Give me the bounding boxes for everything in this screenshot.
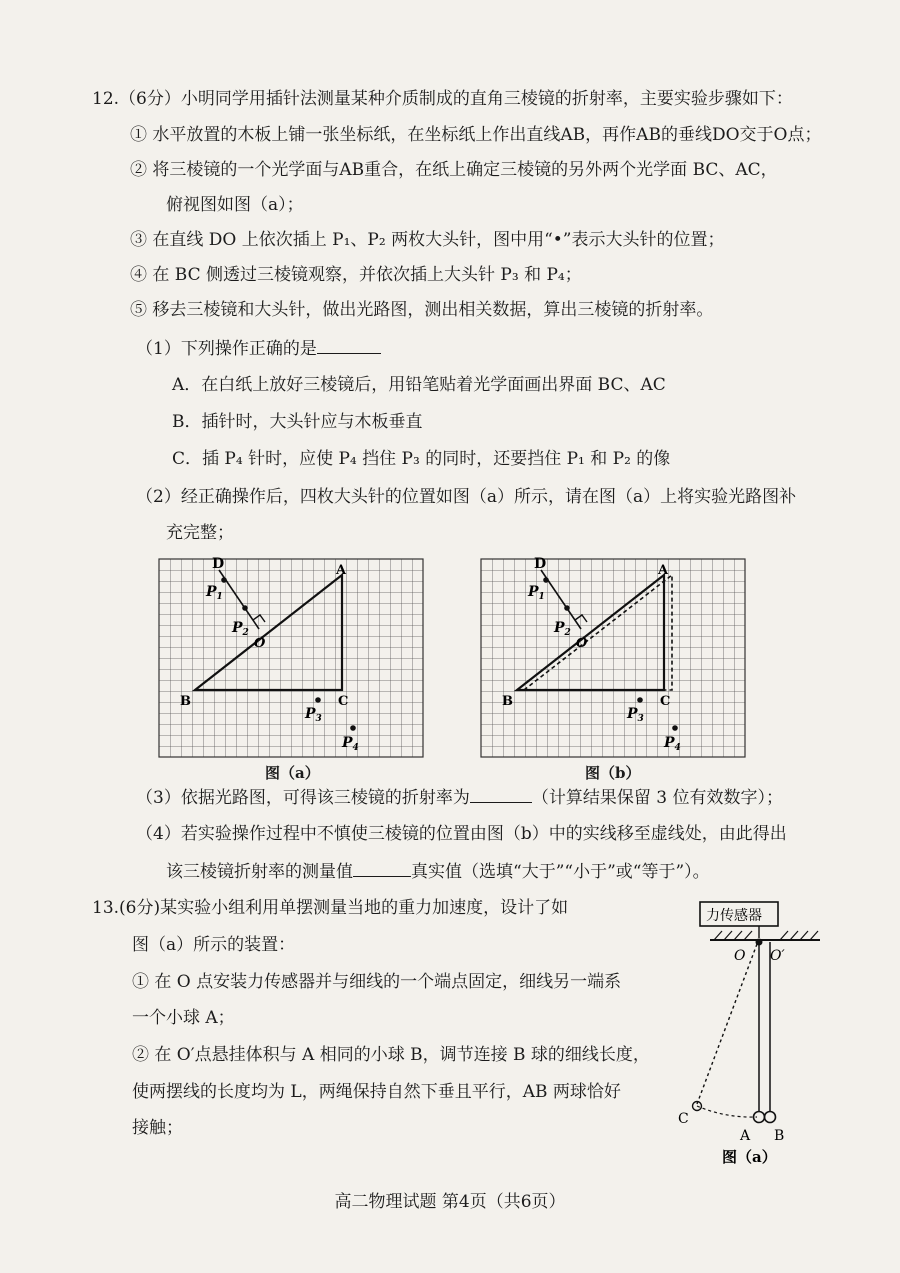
ceiling-hatch xyxy=(714,931,818,940)
q12-sub2: （2）经正确操作后，四枚大头针的位置如图（a）所示，请在图（a）上将实验光路图补 xyxy=(136,487,797,507)
label-a: A xyxy=(740,1128,751,1144)
ball-a xyxy=(754,1112,765,1123)
q13-step-2: ② 在 O′点悬挂体积与 A 相同的小球 B，调节连接 B 球的细线长度， xyxy=(132,1045,650,1065)
grid-paper-b xyxy=(481,559,745,757)
pin-p1-a xyxy=(221,577,227,583)
q12-sub3-text: （3）依据光路图，可得该三棱镜的折射率为 xyxy=(136,788,470,808)
q12-sub1 xyxy=(136,337,381,360)
figure-a xyxy=(150,550,430,765)
q13-step-1-cont: 一个小球 A； xyxy=(132,1008,235,1028)
q12-option-b: B．插针时，大头针应与木板垂直 xyxy=(172,412,423,432)
label-d-b: D xyxy=(534,556,547,572)
dashed-swing-line xyxy=(697,944,757,1104)
label-b-b: B xyxy=(502,694,513,709)
dashed-swing-arc xyxy=(697,1106,757,1117)
q12-sub4-text: 该三棱镜折射率的测量值 xyxy=(166,862,353,882)
label-o-b: O xyxy=(576,636,588,651)
label-d-a: D xyxy=(212,556,225,572)
q12-step-2: ② 将三棱镜的一个光学面与AB重合，在纸上确定三棱镜的另外两个光学面 BC、AC， xyxy=(130,160,778,180)
q13-step-2-cont2: 接触； xyxy=(132,1118,183,1138)
pin-p4-a xyxy=(350,725,356,731)
label-o: O xyxy=(734,948,746,964)
pin-p1-b xyxy=(543,577,549,583)
q12-sub4-note: 真实值（选填“大于”“小于”或“等于”）。 xyxy=(411,862,710,882)
figure-a-caption: 图（a） xyxy=(265,764,320,782)
label-c-a: C xyxy=(338,694,349,709)
q13-step-1: ① 在 O 点安装力传感器并与细线的一个端点固定，细线另一端系 xyxy=(132,972,622,992)
q12-step-5: ⑤ 移去三棱镜和大头针，做出光路图，测出相关数据，算出三棱镜的折射率。 xyxy=(130,300,714,320)
q13-heading: 13.(6分)某实验小组利用单摆测量当地的重力加速度，设计了如 xyxy=(92,898,569,918)
label-o-a: O xyxy=(254,636,266,651)
label-a-a: A xyxy=(336,563,347,578)
q12-step-1: ① 水平放置的木板上铺一张坐标纸，在坐标纸上作出直线AB，再作AB的垂线DO交于O点； xyxy=(130,125,822,145)
q13-heading-cont: 图（a）所示的装置： xyxy=(132,935,296,955)
label-a-b: A xyxy=(658,563,669,578)
label-c: C xyxy=(678,1111,689,1127)
label-p2-a: $P_2$ xyxy=(232,620,249,638)
q12-option-c: C．插 P₄ 针时，应使 P₄ 挡住 P₃ 的同时，还要挡住 P₁ 和 P₂ 的像 xyxy=(172,449,671,469)
q12-sub4-blank[interactable] xyxy=(353,860,411,877)
pendulum-caption: 图（a） xyxy=(722,1148,777,1166)
force-sensor-label: 力传感器 xyxy=(706,908,762,924)
label-p3-b: $P_3$ xyxy=(627,706,644,724)
q12-step-4: ④ 在 BC 侧透过三棱镜观察，并依次插上大头针 P₃ 和 P₄； xyxy=(130,265,582,285)
q12-sub1-blank[interactable] xyxy=(317,337,381,354)
q12-sub3-note: （计算结果保留 3 位有效数字）； xyxy=(531,788,783,808)
label-p4-b: $P_4$ xyxy=(664,735,681,753)
q12-sub1-text: （1）下列操作正确的是 xyxy=(136,339,317,359)
grid-paper-a xyxy=(159,559,423,757)
label-p1-b: $P_1$ xyxy=(528,584,545,602)
pendulum-figure xyxy=(660,896,830,1176)
q12-step-3: ③ 在直线 DO 上依次插上 P₁、P₂ 两枚大头针，图中用“•”表示大头针的位置； xyxy=(130,230,725,250)
label-p1-a: $P_1$ xyxy=(206,584,223,602)
label-p2-b: $P_2$ xyxy=(554,620,571,638)
pin-p2-b xyxy=(564,605,570,611)
q12-step-2-cont: 俯视图如图（a）； xyxy=(166,195,304,215)
q12-sub4-cont xyxy=(166,860,710,883)
figure-b-caption: 图（b） xyxy=(585,764,641,782)
label-o-prime: O′ xyxy=(770,948,785,964)
figure-b xyxy=(472,550,752,765)
pin-p3-a xyxy=(315,697,321,703)
q12-sub3 xyxy=(136,786,783,809)
q12-heading: 12.（6分）小明同学用插针法测量某种介质制成的直角三棱镜的折射率，主要实验步骤如下： xyxy=(92,89,793,109)
q13-step-2-cont: 使两摆线的长度均为 L，两绳保持自然下垂且平行，AB 两球恰好 xyxy=(132,1082,621,1102)
label-b-a: B xyxy=(180,694,191,709)
q12-sub2-cont: 充完整； xyxy=(166,523,234,543)
q12-sub4: （4）若实验操作过程中不慎使三棱镜的位置由图（b）中的实线移至虚线处，由此得出 xyxy=(136,824,787,844)
ball-b xyxy=(765,1112,776,1123)
page-footer: 高二物理试题 第4页（共6页） xyxy=(334,1192,566,1212)
label-b: B xyxy=(774,1128,785,1144)
pin-p4-b xyxy=(672,725,678,731)
q12-sub3-blank[interactable] xyxy=(470,786,532,803)
label-p4-a: $P_4$ xyxy=(342,735,359,753)
pin-p3-b xyxy=(637,697,643,703)
label-p3-a: $P_3$ xyxy=(305,706,322,724)
label-c-b: C xyxy=(660,694,671,709)
q12-option-a: A．在白纸上放好三棱镜后，用铅笔贴着光学面画出界面 BC、AC xyxy=(172,375,666,395)
pin-p2-a xyxy=(242,605,248,611)
